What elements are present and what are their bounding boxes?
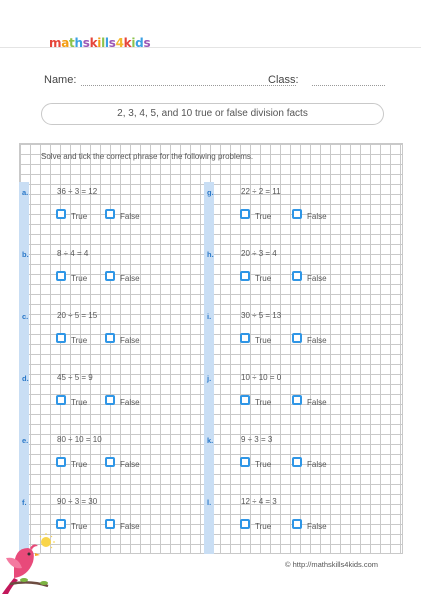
logo-letter: s (143, 36, 151, 50)
false-checkbox[interactable] (105, 209, 115, 219)
true-option-label: True (71, 460, 88, 469)
false-option-label: False (120, 336, 140, 345)
true-checkbox[interactable] (56, 333, 66, 343)
problem-label: e. (22, 436, 29, 445)
false-checkbox[interactable] (105, 333, 115, 343)
problem-equation: 20 ÷ 3 = 4 (241, 249, 277, 258)
true-checkbox[interactable] (240, 395, 250, 405)
logo-letter: t (69, 36, 75, 50)
logo-letter: i (97, 36, 102, 50)
problem-equation: 80 ÷ 10 = 10 (57, 435, 102, 444)
true-checkbox[interactable] (240, 271, 250, 281)
false-option-label: False (120, 460, 140, 469)
false-option-label: False (307, 398, 327, 407)
problem-equation: 36 ÷ 3 = 12 (57, 187, 98, 196)
problem-label: g. (207, 188, 214, 197)
true-option-label: True (71, 212, 88, 221)
logo-letter: s (82, 36, 90, 50)
problem-equation: 20 ÷ 5 = 15 (57, 311, 98, 320)
problem-equation: 30 ÷ 5 = 13 (241, 311, 282, 320)
class-label: Class: (268, 74, 299, 86)
problem-equation: 9 ÷ 3 = 3 (241, 435, 273, 444)
problem-label: d. (22, 374, 29, 383)
logo-letter: h (74, 36, 83, 50)
false-checkbox[interactable] (292, 457, 302, 467)
false-option-label: False (307, 522, 327, 531)
true-option-label: True (255, 522, 272, 531)
problem-equation: 45 ÷ 5 = 9 (57, 373, 93, 382)
brand-logo (49, 36, 150, 50)
problem-equation: 12 ÷ 4 = 3 (241, 497, 277, 506)
true-checkbox[interactable] (240, 519, 250, 529)
bird-mascot-icon (0, 528, 62, 595)
name-field[interactable] (81, 85, 296, 86)
logo-letter: l (104, 36, 109, 50)
name-label: Name: (44, 74, 77, 86)
problem-label: j. (207, 374, 212, 383)
true-option-label: True (255, 460, 272, 469)
true-checkbox[interactable] (56, 271, 66, 281)
problem-equation: 90 ÷ 3 = 30 (57, 497, 98, 506)
false-checkbox[interactable] (292, 333, 302, 343)
false-option-label: False (120, 274, 140, 283)
problem-label: c. (22, 312, 29, 321)
problem-label: i. (207, 312, 212, 321)
footer-copyright: © http://mathskills4kids.com (285, 560, 379, 569)
problem-equation: 8 ÷ 4 = 4 (57, 249, 89, 258)
false-option-label: False (307, 460, 327, 469)
logo-letter: a (61, 36, 70, 50)
true-checkbox[interactable] (56, 395, 66, 405)
logo-letter: k (123, 36, 132, 50)
logo-letter: l (101, 36, 105, 50)
false-checkbox[interactable] (105, 519, 115, 529)
problem-label: f. (22, 498, 27, 507)
true-option-label: True (255, 212, 272, 221)
class-field[interactable] (312, 85, 385, 86)
true-checkbox[interactable] (240, 209, 250, 219)
false-checkbox[interactable] (292, 519, 302, 529)
instructions-text: Solve and tick the correct phrase for the following problems. (41, 152, 254, 161)
true-checkbox[interactable] (56, 457, 66, 467)
logo-letter: k (89, 36, 98, 50)
false-checkbox[interactable] (292, 209, 302, 219)
false-checkbox[interactable] (105, 395, 115, 405)
true-checkbox[interactable] (240, 333, 250, 343)
false-option-label: False (120, 522, 140, 531)
logo-letter: d (135, 36, 144, 50)
false-checkbox[interactable] (292, 395, 302, 405)
worksheet-title: 2, 3, 4, 5, and 10 true or false division facts (41, 103, 384, 125)
problem-label: k. (207, 436, 214, 445)
logo-letter: m (49, 36, 62, 50)
true-option-label: True (71, 336, 88, 345)
false-option-label: False (307, 212, 327, 221)
true-checkbox[interactable] (240, 457, 250, 467)
problem-label: l. (207, 498, 212, 507)
false-option-label: False (120, 398, 140, 407)
logo-letter: i (131, 36, 136, 50)
false-checkbox[interactable] (292, 271, 302, 281)
false-checkbox[interactable] (105, 271, 115, 281)
true-option-label: True (255, 336, 272, 345)
problem-equation: 22 ÷ 2 = 11 (241, 187, 281, 196)
true-option-label: True (255, 398, 272, 407)
problem-label: h. (207, 250, 214, 259)
true-option-label: True (71, 274, 88, 283)
false-option-label: False (120, 212, 140, 221)
problem-equation: 10 ÷ 10 = 0 (241, 373, 282, 382)
logo-letter: s (108, 36, 116, 50)
true-option-label: True (71, 398, 88, 407)
logo-letter: 4 (115, 36, 124, 50)
problem-label: a. (22, 188, 29, 197)
false-checkbox[interactable] (105, 457, 115, 467)
true-checkbox[interactable] (56, 209, 66, 219)
false-option-label: False (307, 336, 327, 345)
true-option-label: True (255, 274, 272, 283)
problem-label: b. (22, 250, 29, 259)
false-option-label: False (307, 274, 327, 283)
true-option-label: True (71, 522, 88, 531)
